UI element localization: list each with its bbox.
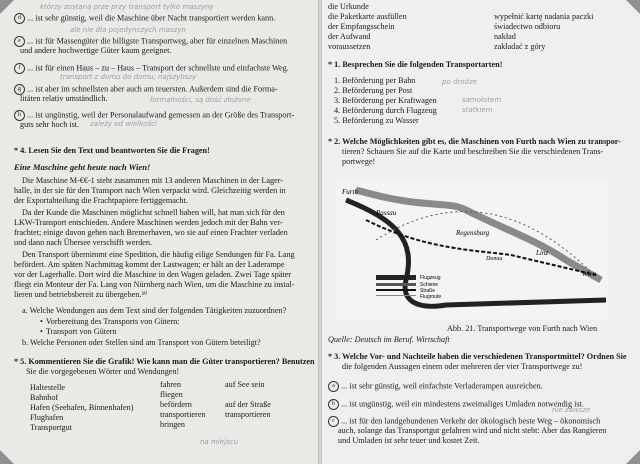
handwritten-note: transport z domu do domu, najszybszy: [60, 73, 197, 81]
map-source: Quelle: Deutsch im Beruf. Wirtschaft: [328, 335, 450, 344]
task-4-heading: * 4. Lesen Sie den Text und beantworten Sie die Fragen!: [14, 146, 210, 155]
handwritten-note: statkiem: [462, 106, 493, 114]
transport-item: 2. Beförderung per Post: [334, 86, 413, 95]
word: auf See sein: [225, 380, 265, 389]
vocab-term: die Paketkarte ausfüllen: [328, 12, 407, 21]
story-title: Eine Maschine geht heute nach Wien!: [14, 162, 151, 172]
story-line: Den Transport übernimmt eine Spedition, die häufig eilige Sendungen für Fa. Lang: [22, 250, 295, 259]
item-h: h ... ist ungünstig, weil der Personalaufwand gemessen an der Größe des Transport-: [14, 110, 294, 121]
story-line: der Exportabteilung die Frachtpapiere fertiggemacht.: [14, 196, 188, 205]
legend-label: Flugroute: [420, 294, 442, 300]
story-line: fliegt ein Monteur der Fa. Lang von Nürnberg nach Wien, um die Maschine zu instal-: [14, 280, 295, 289]
story-line: vor der Lagerhalle. Dort wird die Maschine in den Wagen geladen. Zwei Tage später: [14, 270, 291, 279]
item-g: g ... ist aber im schnellsten aber auch am teuersten. Außerdem sind die Forma-: [14, 84, 278, 95]
item-g-line2: litäten relativ umständlich.: [20, 94, 108, 103]
word: transportieren: [160, 410, 206, 419]
item-c-line3: und Umladen ist sehr teuer und kostet Zeit.: [338, 436, 480, 445]
task-1-heading: * 1. Besprechen Sie die folgenden Transportarten!: [328, 60, 503, 69]
legend-label: Flugzeug: [420, 275, 441, 281]
word: fliegen: [160, 390, 183, 399]
handwritten-note: na miejscu: [200, 438, 238, 446]
question-a: a. Welche Wendungen aus dem Text sind der folgenden Tätigkeiten zuzuordnen?: [22, 306, 287, 315]
handwritten-note: nie zawsze: [552, 406, 591, 414]
map-label: Linz: [536, 249, 549, 257]
item-d: d ... ist sehr günstig, weil die Maschine über Nacht transportiert werden kann.: [14, 13, 275, 24]
item-b: b ... ist ungünstig, weil ein mindestens zweimaliges Umladen notwendig ist.: [328, 399, 584, 410]
map-label: Donau: [486, 256, 503, 262]
transport-item: 3. Beförderung per Kraftwagen: [334, 96, 437, 105]
story-line: lieren und betriebsbereit zu übergeben.³⁰: [14, 290, 148, 299]
handwritten-note: zależy od wielkości: [90, 120, 157, 128]
right-page: [322, 0, 640, 464]
handwritten-note: ale nie dla pojedynczych maszyn: [70, 26, 186, 34]
vocab-translation: wypełnić kartę nadania paczki: [494, 12, 594, 21]
question-a-bullet: • Transport von Gütern: [40, 327, 117, 337]
transport-item: 5. Beförderung zu Wasser: [334, 116, 419, 125]
legend-swatch: [376, 295, 416, 296]
word: fahren: [160, 380, 181, 389]
story-line: befördert. Am späten Nachmittag kommt der Lastwagen; er hält an der Laderampe: [14, 260, 285, 269]
legend-swatch: [376, 283, 416, 286]
map-drawing: [336, 180, 608, 320]
transport-map: [336, 180, 608, 320]
legend-label: Straße: [420, 288, 436, 294]
task-3-heading: * 3. Welche Vor- und Nachteile haben die verschiedenen Transportmittel? Ordnen Sie: [328, 352, 627, 361]
task-5-heading: * 5. Kommentieren Sie die Grafik! Wie kann man die Güter transportieren? Benutzen: [14, 357, 315, 366]
word: auf der Straße: [225, 400, 271, 409]
transport-item: 1. Beförderung per Bahn: [334, 76, 416, 85]
word: Transportgut: [30, 423, 73, 432]
word: bringen: [160, 420, 186, 429]
page-corner: [626, 450, 640, 464]
story-line: und dann nach Übersee verschifft werden.: [14, 238, 153, 247]
page-corner: [626, 0, 640, 14]
item-f: f ... ist für einen Haus – zu – Haus – Transport der schnellste und einfachste Weg.: [14, 63, 289, 74]
handwritten-note: którzy zostaną prze przy transport tylko maszyny: [40, 3, 214, 11]
task-3-heading-line2: die folgenden Aussagen einem oder mehreren der vier Transportwege zu!: [342, 362, 583, 371]
transport-item: 4. Beförderung durch Flugzeug: [334, 106, 437, 115]
page-corner: [0, 450, 14, 464]
story-line: halle, in der sie für den Transport nach Wien verpackt wird. Gleichzeitig werden in: [14, 186, 286, 195]
question-b: b. Welche Personen oder Stellen sind am Transport von Gütern beteiligt?: [22, 338, 261, 347]
handwritten-note: formalności, są dość złożone: [150, 96, 251, 104]
item-a: a ... ist sehr günstig, weil einfachste Verladerampen ausreichen.: [328, 381, 543, 392]
map-label: Wien: [582, 270, 596, 278]
word: Haltestelle: [30, 383, 66, 392]
vocab-term: der Empfangsschein: [328, 22, 395, 31]
legend-swatch: [376, 289, 416, 291]
word: transportieren: [225, 410, 271, 419]
map-label: Furth: [342, 188, 358, 196]
map-label: Regensburg: [456, 229, 490, 237]
story-line: frachtet; einige davon gehen nach Bremerhaven, wo sie auf einen Frachter verladen: [14, 228, 288, 237]
vocab-term: die Urkunde: [328, 2, 369, 11]
vocab-translation: świadectwo odbioru: [494, 22, 561, 31]
legend-swatch: [376, 275, 416, 280]
story-line: Da der Kunde die Maschinen möglichst schnell haben will, hat man sich für den: [22, 208, 285, 217]
word: Flughafen: [30, 413, 64, 422]
vocab-translation: zakładać z góry: [494, 42, 546, 51]
item-c: c ... ist für den landgebundenen Verkehr der ökologisch beste Weg – ökonomisch: [328, 416, 600, 427]
legend-label: Schiene: [420, 282, 439, 288]
story-line: LKW-Transport entschieden. Andere Maschinen werden jedoch mit der Bahn ver-: [14, 218, 283, 227]
task-2-heading-line2: tieren? Schauen Sie auf die Karte und beschreiben Sie die verschiedenen Trans-: [342, 147, 604, 156]
item-c-line2: auch, solange das Transportgut gefahren wird und nicht steht: Aber das Rangieren: [338, 426, 607, 435]
task-2-heading: * 2. Welche Möglichkeiten gibt es, die Maschinen von Furth nach Wien zu transpor-: [328, 137, 621, 146]
left-page: [0, 0, 318, 464]
map-label: Passau: [376, 209, 397, 217]
item-e: e ... ist für Massengüter die billigste Transportweg, aber für einzelnen Maschinen: [14, 36, 287, 47]
vocab-translation: nakład: [494, 32, 516, 41]
story-line: Die Maschine M-€€-1 steht zusammen mit 13 anderen Maschinen in der Lager-: [22, 176, 284, 185]
item-e-line2: und andere hochwertige Güter kaum geeignet.: [20, 46, 172, 55]
word: Hafen (Seehafen, Binnenhafen): [30, 403, 134, 412]
item-h-line2: guts sehr hoch ist.: [20, 120, 80, 129]
task-2-heading-line3: portwege!: [342, 157, 376, 166]
question-a-bullet: • Vorbereitung des Transports von Gütern:: [40, 317, 179, 327]
handwritten-note: po drodze: [442, 78, 477, 86]
vocab-term: voraussetzen: [328, 42, 371, 51]
vocab-term: der Aufwand: [328, 32, 371, 41]
handwritten-note: samolotem: [462, 96, 502, 104]
map-caption: Abb. 21. Transportwege von Furth nach Wien: [447, 324, 598, 333]
task-5-heading-line2: Sie die vorgegebenen Wörter und Wendungen!: [26, 367, 180, 376]
word: Bahnhof: [30, 393, 59, 402]
word: befördern: [160, 400, 192, 409]
page-corner: [0, 0, 14, 14]
